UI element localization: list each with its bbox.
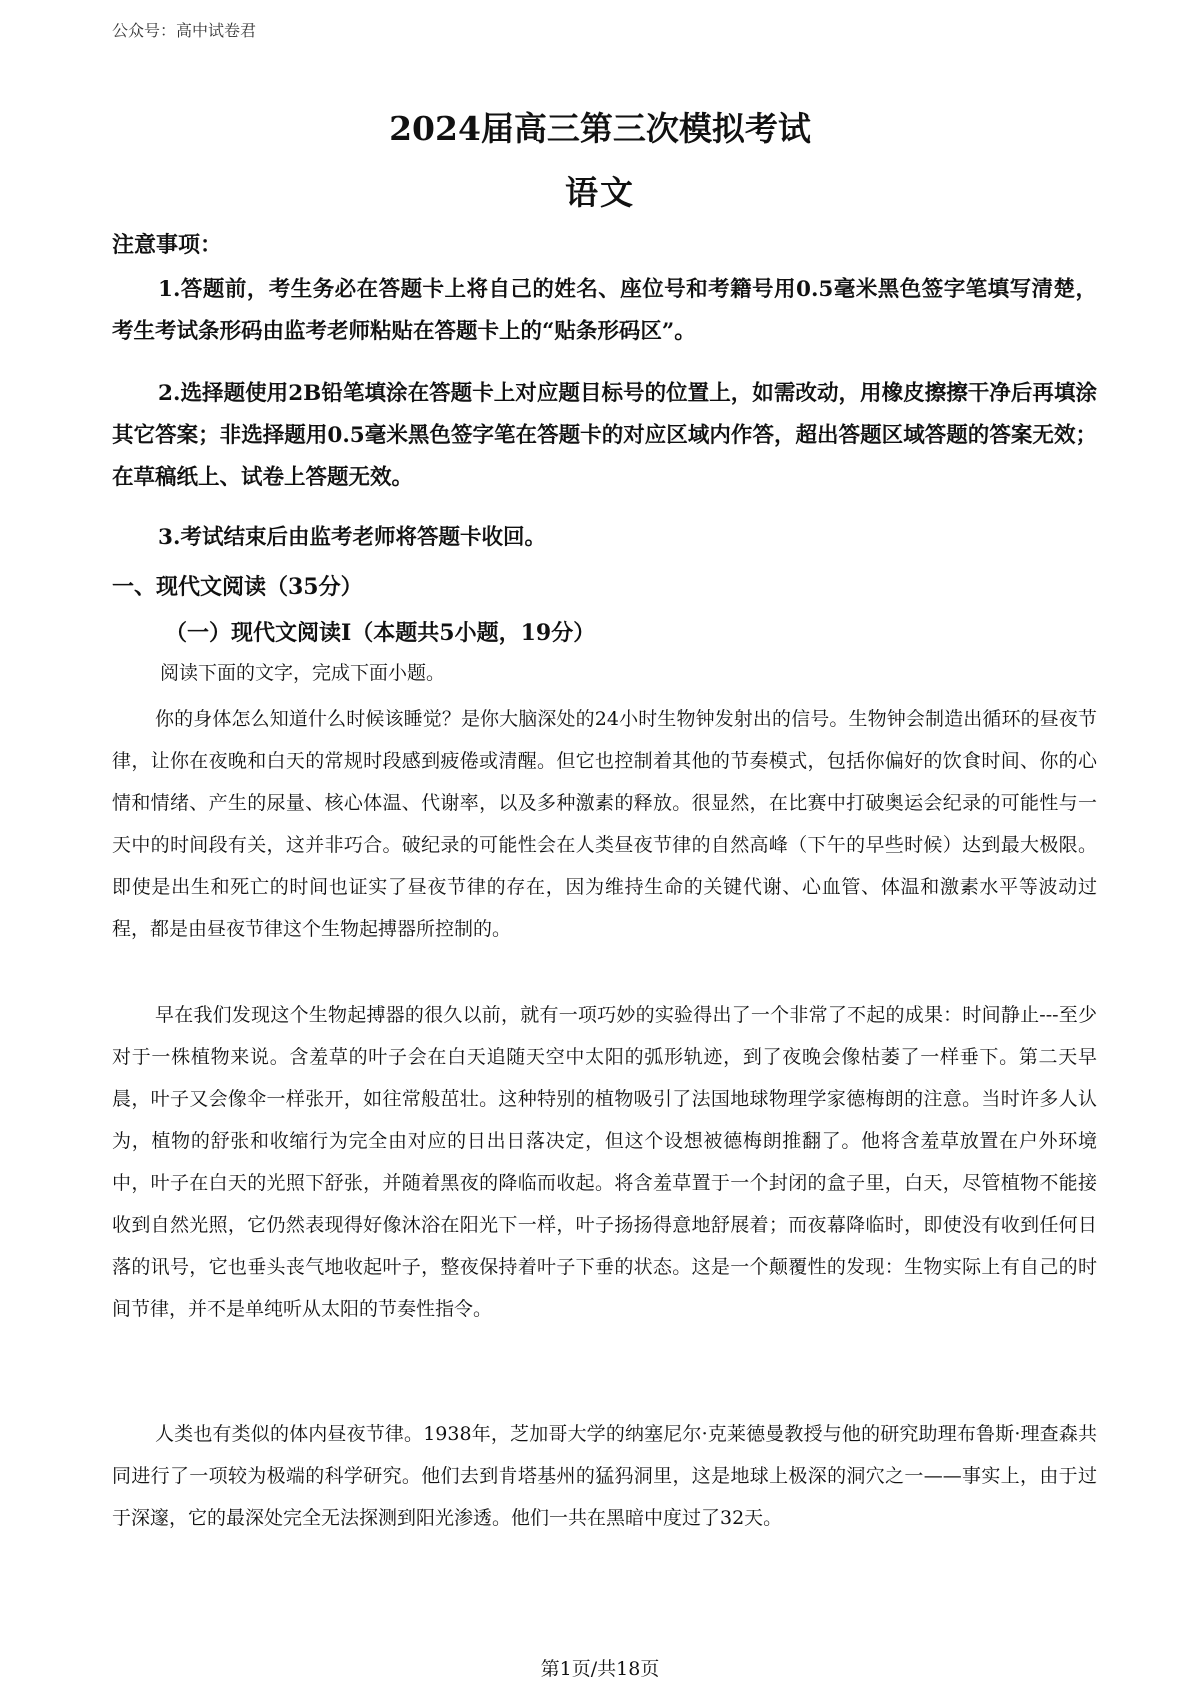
- exam-subject: 语文: [565, 173, 635, 212]
- source-header: 公众号：高中试卷君: [112, 21, 257, 40]
- exam-title: 2024届高三第三次模拟考试: [389, 109, 811, 148]
- notice-item: 3.考试结束后由监考老师将答题卡收回。: [158, 525, 546, 550]
- passage-paragraph: 早在我们发现这个生物起搏器的很久以前，就有一项巧妙的实验得出了一个非常了不起的成果：时间静止---至少对于一株植物来说。含羞草的叶子会在白天追随天空中太阳的弧形轨迹，到了夜晚会像枯萎了一样垂下。第二天早晨，叶子又会像伞一样张开，如往常般茁壮。这种特别的植物吸引了法国地球物理学家德梅朗的注意。当时许多人认为，植物的舒张和收缩行为完全由对应的日出日落决定，但这个设想被德梅朗推翻了。他将含羞草放置在户外环境中，叶子在白天的光照下舒张，并随着黑夜的降临而收起。将含羞草置于一个封闭的盒子里，白天，尽管植物不能接收到自然光照，它仍然表现得好像沐浴在阳光下一样，叶子扬扬得意地舒展着；而夜幕降临时，即使没有收到任何日落的讯号，它也垂头丧气地收起叶子，整夜保持着叶子下垂的状态。这是一个颠覆性的发现：生物实际上有自己的时间节律，并不是单纯听从太阳的节奏性指令。: [112, 1004, 1097, 1320]
- passage-paragraph: 你的身体怎么知道什么时候该睡觉？是你大脑深处的24小时生物钟发射出的信号。生物钟会制造出循环的昼夜节律，让你在夜晚和白天的常规时段感到疲倦或清醒。但它也控制着其他的节奏模式，包括你偏好的饮食时间、你的心情和情绪、产生的尿量、核心体温、代谢率，以及多种激素的释放。很显然，在比赛中打破奥运会纪录的可能性与一天中的时间段有关，这并非巧合。破纪录的可能性会在人类昼夜节律的自然高峰（下午的早些时候）达到最大极限。即使是出生和死亡的时间也证实了昼夜节律的存在，因为维持生命的关键代谢、心血管、体温和激素水平等波动过程，都是由昼夜节律这个生物起搏器所控制的。: [112, 708, 1097, 940]
- notice-item: 2.选择题使用2B铅笔填涂在答题卡上对应题目标号的位置上，如需改动，用橡皮擦擦干净后再填涂其它答案；非选择题用0.5毫米黑色签字笔在答题卡的对应区域内作答，超出答题区域答题的答案无效；在草稿纸上、试卷上答题无效。: [112, 381, 1097, 490]
- subsection-heading: （一）现代文阅读Ⅰ（本题共5小题，19分）: [165, 620, 596, 646]
- page-number: 第1页/共18页: [540, 1658, 660, 1680]
- notice-item: 1.答题前，考生务必在答题卡上将自己的姓名、座位号和考籍号用0.5毫米黑色签字笔填写清楚，考生考试条形码由监考老师粘贴在答题卡上的“贴条形码区”。: [112, 277, 1097, 344]
- reading-instruction: 阅读下面的文字，完成下面小题。: [160, 662, 446, 684]
- notice-heading: 注意事项：: [112, 232, 223, 258]
- passage-paragraph: 人类也有类似的体内昼夜节律。1938年，芝加哥大学的纳塞尼尔·克莱德曼教授与他的研究助理布鲁斯·理查森共同进行了一项较为极端的科学研究。他们去到肯塔基州的猛犸洞里，这是地球上极深的洞穴之一——事实上，由于过于深邃，它的最深处完全无法探测到阳光渗透。他们一共在黑暗中度过了32天。: [112, 1423, 1097, 1529]
- section-heading: 一、现代文阅读（35分）: [112, 574, 363, 600]
